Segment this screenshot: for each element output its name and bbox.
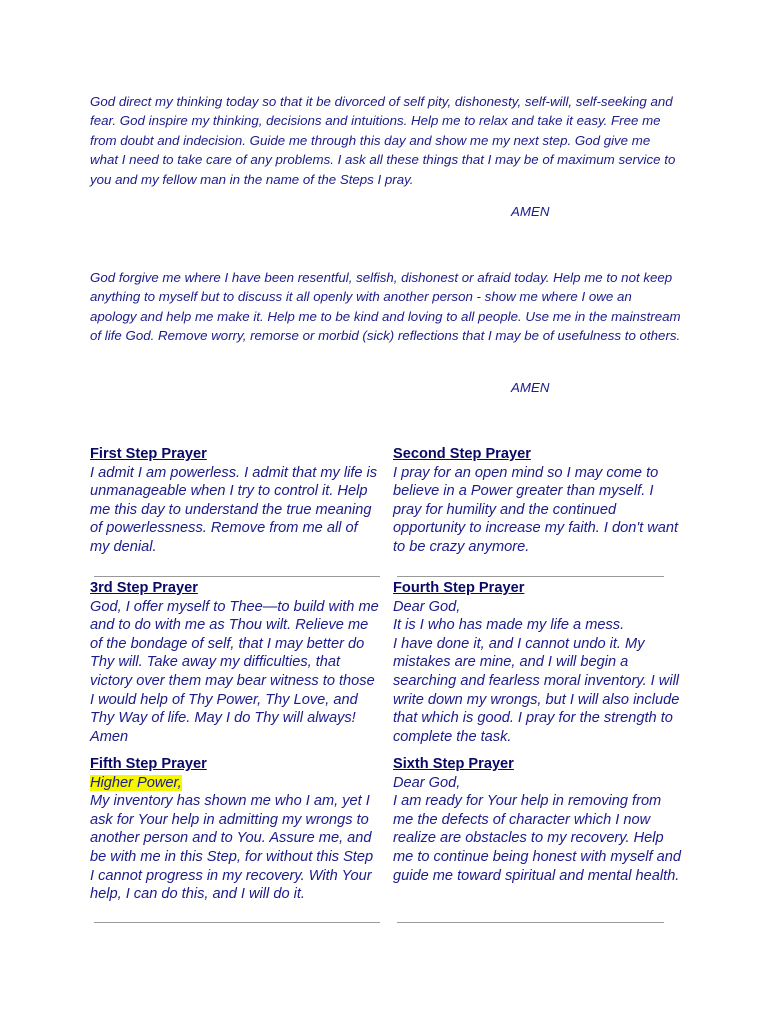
fourth-step-prayer (393, 579, 683, 746)
sixth-step-title: Sixth Step Prayer (393, 756, 514, 772)
sixth-step-prayer (393, 755, 683, 885)
second-step-title: Second Step Prayer (393, 446, 531, 462)
fourth-step-greeting: Dear God, (393, 598, 461, 615)
divider-right-2 (397, 922, 664, 923)
third-step-body: God, I offer myself to Thee—to build with me and to do with me as Thou wilt. Relieve me of the bondage of self, that I may better do Thy will. Take away my difficulties, that victory over them may bear witness to those I would help of Thy Power, Thy Love, and Thy Way of life. May I do Thy will always! Amen (90, 598, 379, 745)
second-step-prayer (393, 445, 683, 557)
third-step-title: 3rd Step Prayer (90, 580, 198, 596)
divider-left-1 (94, 576, 380, 577)
fifth-step-title: Fifth Step Prayer (90, 756, 207, 772)
third-step-prayer (90, 579, 380, 746)
morning-prayer-text: God direct my thinking today so that it be divorced of self pity, dishonesty, self-will, self-seeking and fear. God inspire my thinking, decisions and intuitions. Help me to relax and take it easy. Free me from doubt and indecision. Guide me through this day and show me my next step. God give me what I need to take care of any problems. I ask all these things that I may be of maximum service to you and my fellow man in the name of the Steps I pray. (90, 94, 676, 187)
fifth-step-body: My inventory has shown me who I am, yet I ask for Your help in admitting my wrongs to another person and to You. Assure me, and be with me in this Step, for without this Step I cannot progress in my recovery. With Your help, I can do this, and I will do it. (90, 793, 374, 903)
first-step-prayer (90, 445, 380, 557)
evening-prayer-text: God forgive me where I have been resentful, selfish, dishonest or afraid today. Help me to not keep anything to myself but to discuss it all openly with another person - show me where I owe an apology and help me make it. Help me to be kind and loving to all people. Use me in the mainstream of life God. Remove worry, remorse or morbid (sick) reflections that I may be of usefulness to others. (90, 270, 681, 344)
divider-right-1 (397, 576, 664, 577)
sixth-step-greeting: Dear God, (393, 774, 461, 791)
first-step-title: First Step Prayer (90, 446, 207, 462)
divider-left-2 (94, 922, 380, 923)
fifth-step-greeting: Higher Power, (90, 774, 182, 791)
morning-prayer-amen: AMEN (511, 204, 550, 219)
sixth-step-body: I am ready for Your help in removing from me the defects of character which I now realize are obstacles to my recovery. Help me to continue being honest with myself and guide me toward spiritual and mental health. (393, 793, 681, 884)
fifth-step-prayer (90, 755, 380, 904)
fourth-step-line1: It is I who has made my life a mess. (393, 617, 625, 634)
second-step-body: I pray for an open mind so I may come to believe in a Power greater than myself. I pray for humility and the continued opportunity to increase my faith. I don't want to be crazy anymore. (393, 464, 679, 555)
evening-prayer-amen: AMEN (511, 380, 550, 395)
fourth-step-title: Fourth Step Prayer (393, 580, 525, 596)
first-step-body: I admit I am powerless. I admit that my life is unmanageable when I try to control it. Help me this day to understand the true meaning of powerlessness. Remove from me all of my denial. (90, 464, 378, 555)
fourth-step-body: I have done it, and I cannot undo it. My mistakes are mine, and I will begin a searching and fearless moral inventory. I will write down my wrongs, but I will also include that which is good. I pray for the strength to complete the task. (393, 635, 680, 745)
